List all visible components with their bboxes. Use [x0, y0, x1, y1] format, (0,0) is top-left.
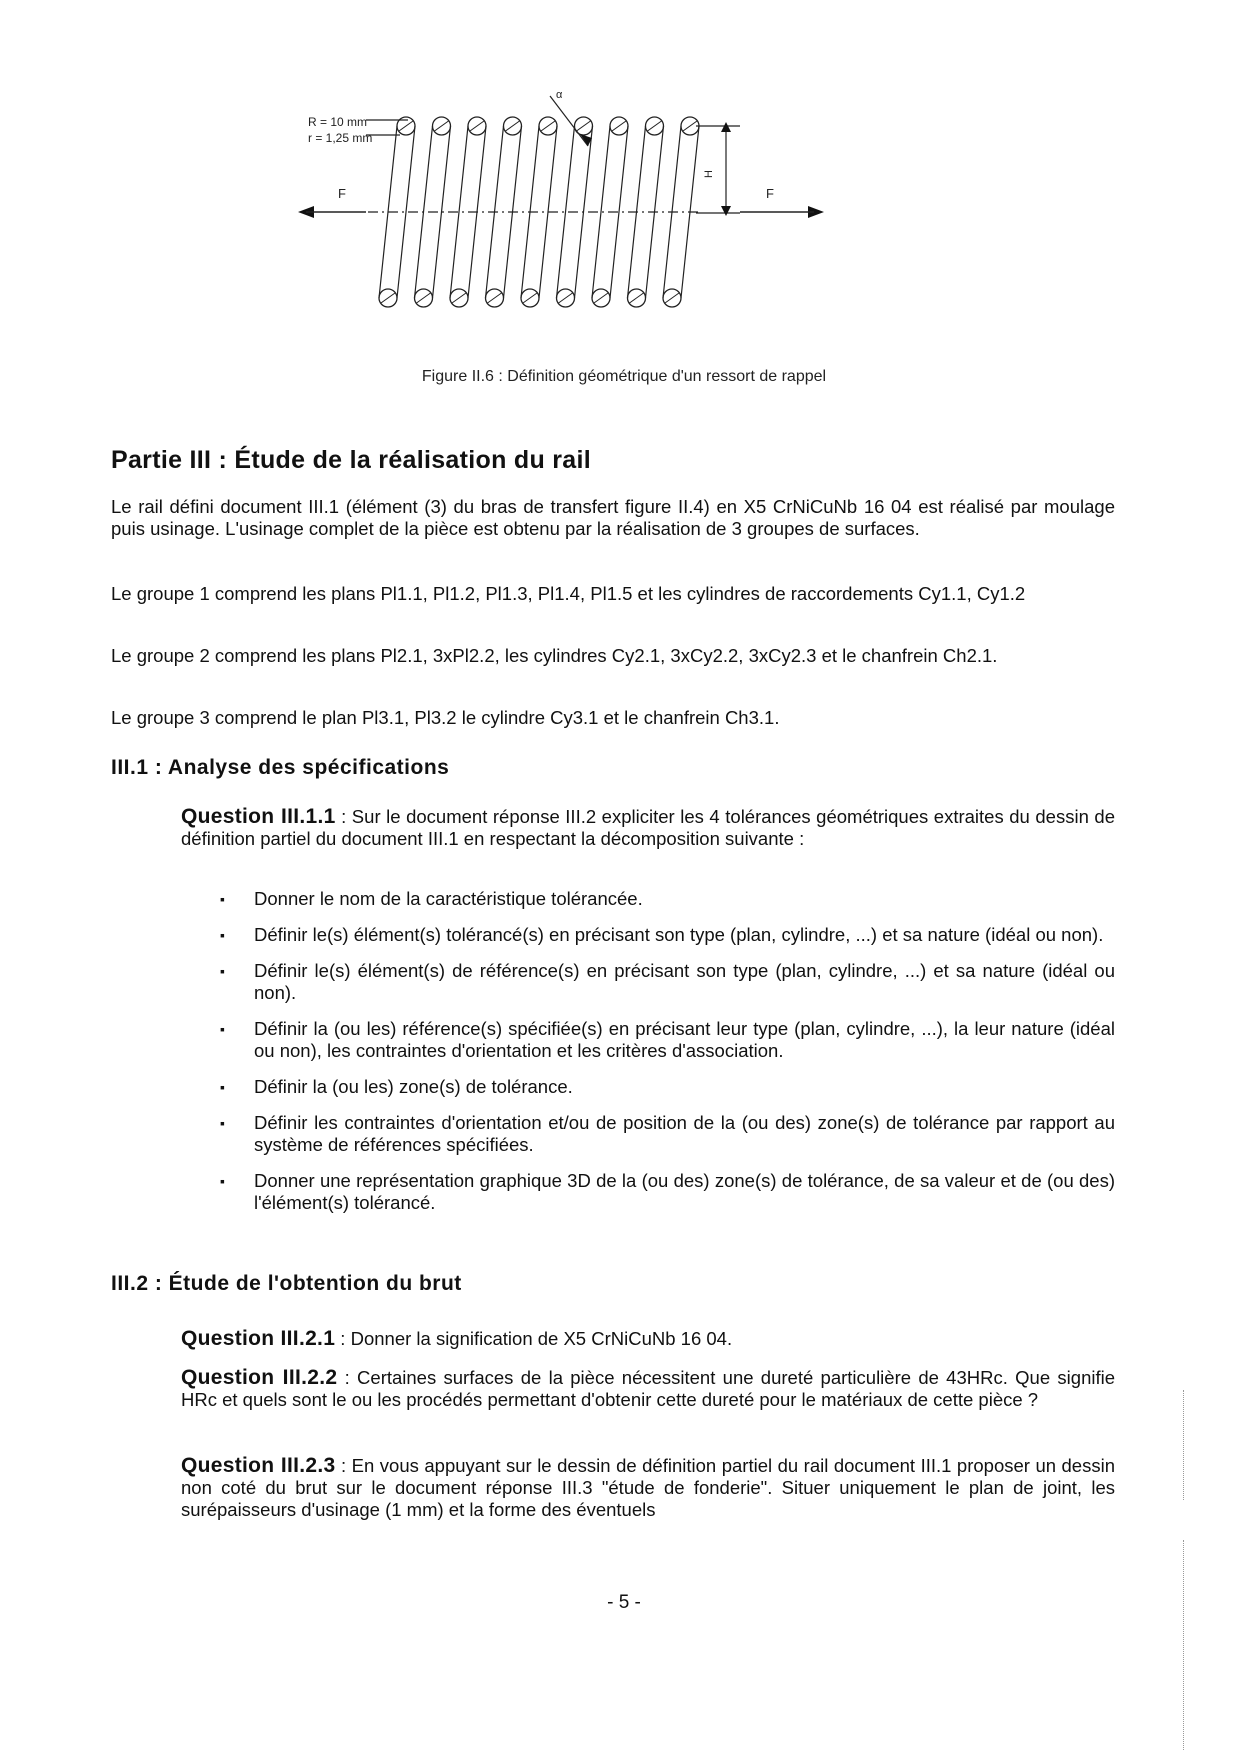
bullet-icon: ▪ [220, 963, 225, 979]
coil-hatch [648, 121, 662, 131]
coil-hatch [417, 293, 431, 303]
list-item-text: Définir le(s) élément(s) de référence(s) en précisant son type (plan, cylindre, ...) et sa nature (idéal ou non). [254, 960, 1115, 1003]
coil-hatch [594, 293, 608, 303]
question-III-2-3 [181, 1455, 1115, 1521]
list-item [220, 1170, 1115, 1214]
question-label: Question III.2.3 [181, 1454, 336, 1477]
question-label: Question III.1.1 [181, 805, 336, 828]
arrowheads [298, 122, 824, 218]
bullet-icon: ▪ [220, 891, 225, 907]
bullet-icon: ▪ [220, 1173, 225, 1189]
group1-paragraph: Le groupe 1 comprend les plans Pl1.1, Pl1.2, Pl1.3, Pl1.4, Pl1.5 et les cylindres de raccordements Cy1.1, Cy1.2 [111, 583, 1026, 604]
force-right-label: F [766, 186, 774, 201]
list-item-text: Définir la (ou les) référence(s) spécifiée(s) en précisant leur type (plan, cylindre, ...), la leur nature (idéal ou non), les contraintes d'orientation et les critères d'association. [254, 1018, 1115, 1061]
intro-paragraph: Le rail défini document III.1 (élément (3) du bras de transfert figure II.4) en X5 CrNiCuNb 16 04 est réalisé par moulage puis usinage. L'usinage complet de la pièce est obtenu par la réalisation de 3 groupes de surfaces. [111, 496, 1115, 539]
coil-hatch [381, 293, 395, 303]
question-III-1-1 [181, 806, 1115, 850]
list-item [220, 924, 1115, 946]
coil-hatch [506, 121, 520, 131]
coil-hatch [470, 121, 484, 131]
radius-label: R = 10 mm [308, 115, 368, 129]
coil-hatch [399, 121, 413, 131]
question-text: : Donner la signification de X5 CrNiCuNb 16 04. [335, 1328, 733, 1349]
height-arrow-top [721, 122, 731, 132]
bullet-icon: ▪ [220, 1115, 225, 1131]
scan-artifact [1183, 1390, 1184, 1500]
list-item [220, 960, 1115, 1004]
group2-paragraph: Le groupe 2 comprend les plans Pl2.1, 3xPl2.2, les cylindres Cy2.1, 3xCy2.2, 3xCy2.3 et le chanfrein Ch2.1. [111, 645, 998, 666]
coil-hatch [541, 121, 555, 131]
coil-hatch [435, 121, 449, 131]
force-left-label: F [338, 186, 346, 201]
section-title-analyse: III.1 : Analyse des spécifications [111, 756, 450, 779]
list-item [220, 1112, 1115, 1156]
coil-hatch [612, 121, 626, 131]
question-III-2-2 [181, 1367, 1115, 1411]
list-item-text: Définir la (ou les) zone(s) de tolérance. [254, 1076, 573, 1097]
list-item-text: Définir les contraintes d'orientation et/ou de position de la (ou des) zone(s) de tolérance par rapport au système de références spécifiées. [254, 1112, 1115, 1155]
angle-label: α [556, 89, 563, 101]
question-label: Question III.2.2 [181, 1366, 338, 1389]
height-arrow-bottom [721, 206, 731, 216]
list-item-text: Donner le nom de la caractéristique tolérancée. [254, 888, 643, 909]
question-text: : Sur le document réponse III.2 expliciter les 4 tolérances géométriques extraites du dessin de définition partiel du document III.1 en respectant la décomposition suivante : [181, 806, 1115, 849]
group3-paragraph: Le groupe 3 comprend le plan Pl3.1, Pl3.2 le cylindre Cy3.1 et le chanfrein Ch3.1. [111, 707, 780, 728]
coil-hatch [630, 293, 644, 303]
list-item [220, 888, 1115, 910]
coil-hatch [559, 293, 573, 303]
list-item [220, 1018, 1115, 1062]
list-item-text: Donner une représentation graphique 3D de la (ou des) zone(s) de tolérance, de sa valeur et de (ou des) l'élément(s) tolérancé. [254, 1170, 1115, 1213]
coil-hatch [665, 293, 679, 303]
part-title: Partie III : Étude de la réalisation du rail [111, 446, 591, 474]
dimension-lines [366, 96, 740, 213]
bullet-icon: ▪ [220, 1079, 225, 1095]
coil-hatch [523, 293, 537, 303]
list-item [220, 1076, 1115, 1098]
bullet-icon: ▪ [220, 927, 225, 943]
list-item-text: Définir le(s) élément(s) tolérancé(s) en précisant son type (plan, cylindre, ...) et sa nature (idéal ou non). [254, 924, 1104, 945]
height-label: H [703, 170, 715, 178]
bullet-icon: ▪ [220, 1021, 225, 1037]
coil-hatch [488, 293, 502, 303]
wire-radius-label: r = 1,25 mm [308, 131, 373, 145]
scan-artifact [1183, 1540, 1184, 1750]
figure-caption: Figure II.6 : Définition géométrique d'un ressort de rappel [421, 368, 827, 385]
page-number: - 5 - [607, 1592, 641, 1613]
coil-hatch [683, 121, 697, 131]
question-label: Question III.2.1 [181, 1327, 336, 1350]
spring-figure [308, 88, 940, 358]
section-title-brut: III.2 : Étude de l'obtention du brut [111, 1272, 462, 1295]
coil-hatch [452, 293, 466, 303]
question-III-2-1 [181, 1328, 1115, 1350]
question-text: : En vous appuyant sur le dessin de définition partiel du rail document III.1 proposer un dessin non coté du brut sur le document réponse III.3 "étude de fonderie". Situer uniquement le plan de joint, les surépaisseurs d'usinage (1 mm) et la forme des éventuels [181, 1455, 1115, 1520]
coil-hatch [577, 121, 591, 131]
question-text: : Certaines surfaces de la pièce nécessitent une dureté particulière de 43HRc. Que signifie HRc et quels sont le ou les procédés permettant d'obtenir cette dureté pour le matériaux de cette pièce ? [181, 1367, 1116, 1410]
bullet-list [220, 888, 1115, 1228]
